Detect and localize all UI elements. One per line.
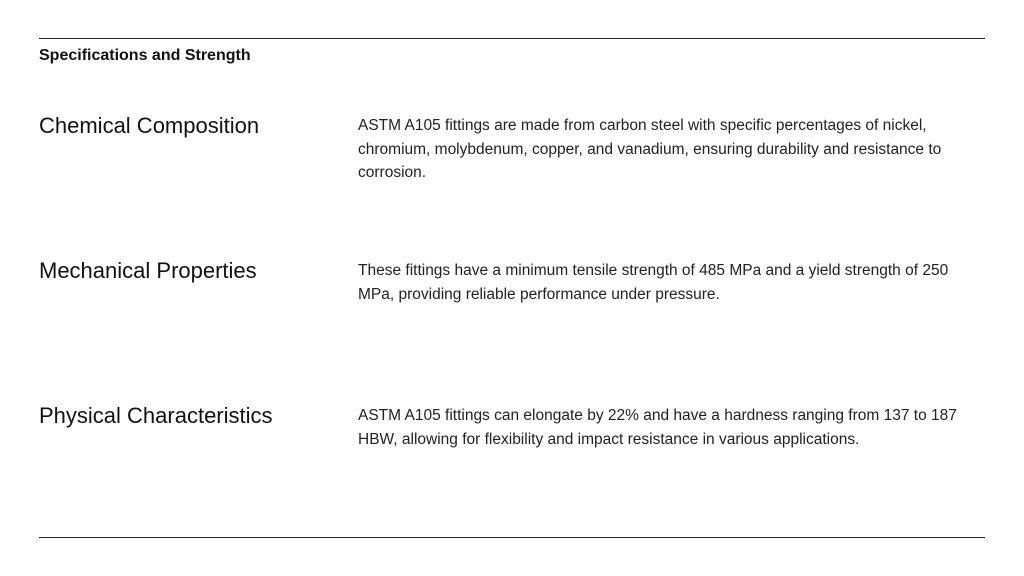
top-divider <box>39 38 985 39</box>
row-description: These fittings have a minimum tensile strength of 485 MPa and a yield strength of 250 MPa, providing reliable performance under pressure. <box>358 262 949 303</box>
row-description: ASTM A105 fittings are made from carbon steel with specific percentages of nickel, chromium, molybdenum, copper, and vanadium, ensuring durability and resistance to corrosion. <box>358 117 942 181</box>
row-heading: Physical Characteristics <box>39 403 273 428</box>
row-description: ASTM A105 fittings can elongate by 22% and have a hardness ranging from 137 to 187 HBW, allowing for flexibility and impact resistance in various applications. <box>358 407 957 448</box>
bottom-divider <box>39 537 985 538</box>
row-heading: Mechanical Properties <box>39 258 257 283</box>
section-title: Specifications and Strength <box>39 47 251 64</box>
row-heading: Chemical Composition <box>39 113 260 138</box>
